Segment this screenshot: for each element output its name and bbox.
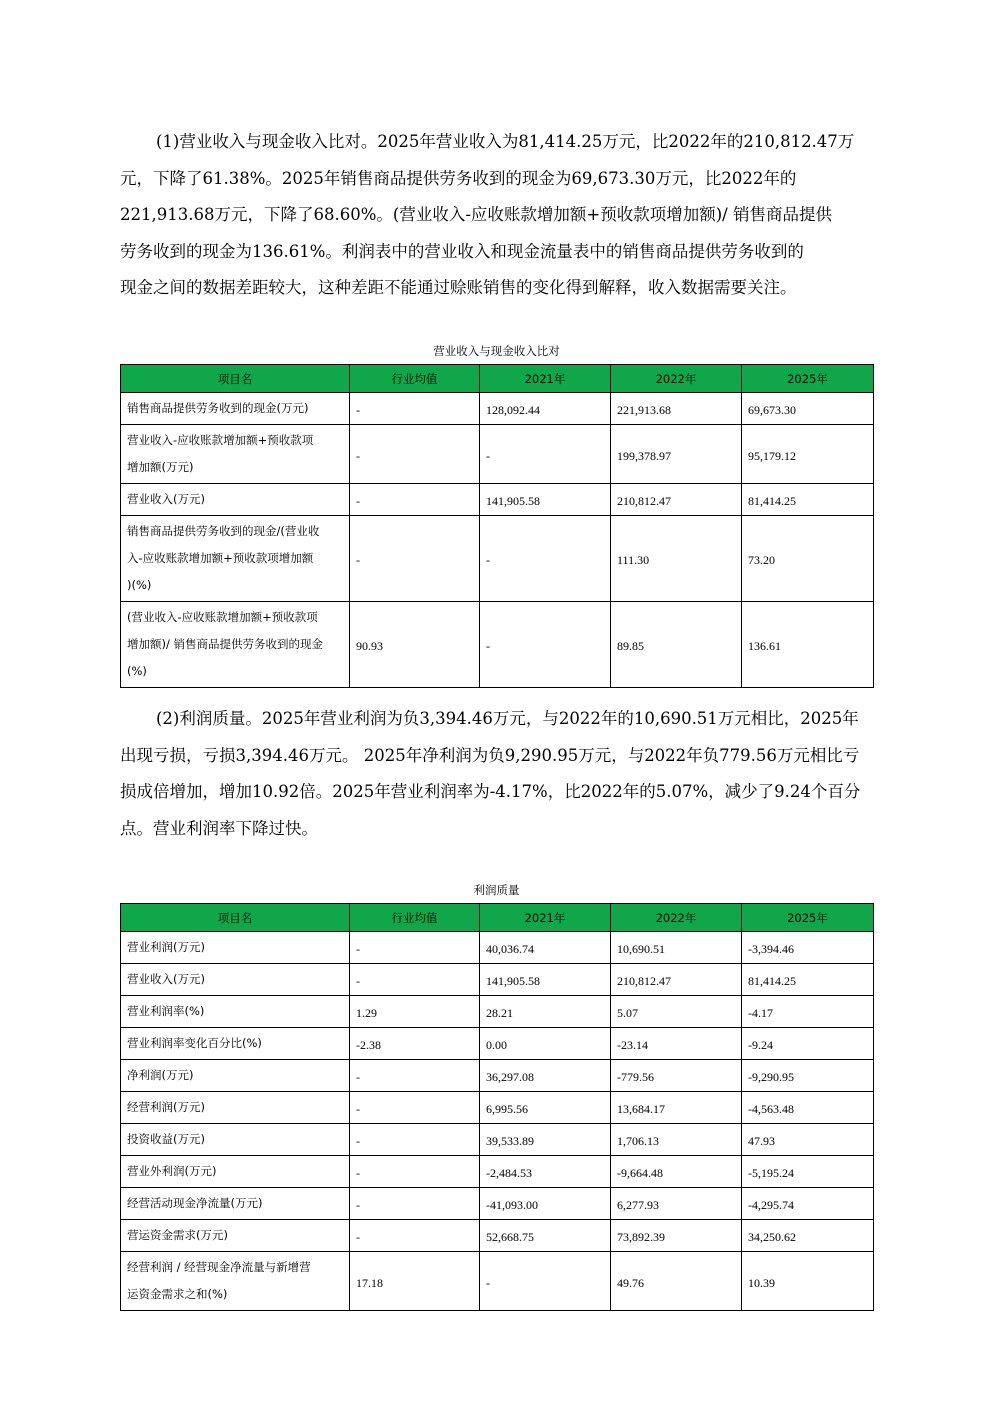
cell-industry-avg: -2.38 xyxy=(350,1028,480,1060)
cell-2022: 5.07 xyxy=(611,996,742,1028)
cell-2022: 210,812.47 xyxy=(611,484,742,516)
cell-2025: -4,295.74 xyxy=(742,1188,874,1220)
cell-industry-avg: - xyxy=(350,516,480,602)
cell-2021: 39,533.89 xyxy=(480,1124,611,1156)
paragraph-line: (1)营业收入与现金收入比对。2025年营业收入为81,414.25万元，比2022年的210,812.47万 xyxy=(156,132,855,151)
row-label: 净利润(万元) xyxy=(121,1060,350,1092)
row-label: 营业利润(万元) xyxy=(121,932,350,964)
cell-2025: 73.20 xyxy=(742,516,874,602)
table-row xyxy=(121,996,874,1028)
cell-industry-avg: - xyxy=(350,1188,480,1220)
column-header: 2022年 xyxy=(611,365,742,393)
table-header-row xyxy=(121,365,874,393)
column-header: 2025年 xyxy=(742,365,874,393)
cell-2025: -3,394.46 xyxy=(742,932,874,964)
table-row xyxy=(121,1188,874,1220)
cell-2022: 199,378.97 xyxy=(611,425,742,484)
cell-industry-avg: - xyxy=(350,1156,480,1188)
cell-2021: -41,093.00 xyxy=(480,1188,611,1220)
cell-2022: 210,812.47 xyxy=(611,964,742,996)
column-header: 2021年 xyxy=(480,904,611,932)
cell-industry-avg: 17.18 xyxy=(350,1252,480,1311)
cell-2025: 47.93 xyxy=(742,1124,874,1156)
table-row xyxy=(121,932,874,964)
table-row xyxy=(121,484,874,516)
cell-2021: - xyxy=(480,602,611,688)
column-header: 2022年 xyxy=(611,904,742,932)
cell-2022: -23.14 xyxy=(611,1028,742,1060)
cell-2025: 34,250.62 xyxy=(742,1220,874,1252)
cell-2021: 141,905.58 xyxy=(480,964,611,996)
paragraph-line: 点。营业利润率下降过快。 xyxy=(120,818,318,838)
cell-2022: -9,664.48 xyxy=(611,1156,742,1188)
cell-2021: 40,036.74 xyxy=(480,932,611,964)
cell-2021: - xyxy=(480,425,611,484)
cell-2021: 141,905.58 xyxy=(480,484,611,516)
cell-2021: 28.21 xyxy=(480,996,611,1028)
row-label: 营业外利润(万元) xyxy=(121,1156,350,1188)
cell-2025: -9,290.95 xyxy=(742,1060,874,1092)
table-row xyxy=(121,1252,874,1311)
cell-industry-avg: 90.93 xyxy=(350,602,480,688)
cell-industry-avg: - xyxy=(350,964,480,996)
cell-2022: 6,277.93 xyxy=(611,1188,742,1220)
cell-2025: -4.17 xyxy=(742,996,874,1028)
row-label: 营业收入(万元) xyxy=(121,484,350,516)
table-row xyxy=(121,425,874,484)
cell-2025: -4,563.48 xyxy=(742,1092,874,1124)
cell-2025: 81,414.25 xyxy=(742,964,874,996)
paragraph-line: (2)利润质量。2025年营业利润为负3,394.46万元，与2022年的10,690.51万元相比，2025年 xyxy=(156,709,859,728)
cell-2021: 128,092.44 xyxy=(480,393,611,425)
cell-industry-avg: - xyxy=(350,425,480,484)
column-header: 项目名 xyxy=(121,365,350,393)
row-label: 销售商品提供劳务收到的现金(万元) xyxy=(121,393,350,425)
income-cash-comparison-table xyxy=(120,364,874,688)
cell-2021: 6,995.56 xyxy=(480,1092,611,1124)
cell-2025: 10.39 xyxy=(742,1252,874,1311)
row-label: 营业收入(万元) xyxy=(121,964,350,996)
cell-2025: -5,195.24 xyxy=(742,1156,874,1188)
paragraph-line: 元，下降了61.38%。2025年销售商品提供劳务收到的现金为69,673.30万元，比2022年的 xyxy=(120,168,797,188)
row-label: (营业收入-应收账款增加额+预收款项 增加额)/ 销售商品提供劳务收到的现金 (%) xyxy=(121,602,350,688)
table-row xyxy=(121,1220,874,1252)
cell-industry-avg: - xyxy=(350,1092,480,1124)
cell-2021: - xyxy=(480,1252,611,1311)
cell-2022: 89.85 xyxy=(611,602,742,688)
row-label: 营业利润率变化百分比(%) xyxy=(121,1028,350,1060)
paragraph-line: 损成倍增加，增加10.92倍。2025年营业利润率为-4.17%，比2022年的5.07%，减少了9.24个百分 xyxy=(120,782,861,801)
cell-industry-avg: - xyxy=(350,932,480,964)
cell-industry-avg: - xyxy=(350,393,480,425)
table-row xyxy=(121,1092,874,1124)
cell-industry-avg: - xyxy=(350,1220,480,1252)
cell-2025: -9.24 xyxy=(742,1028,874,1060)
cell-2022: 13,684.17 xyxy=(611,1092,742,1124)
table2-caption: 利润质量 xyxy=(473,883,520,897)
cell-2022: 49.76 xyxy=(611,1252,742,1311)
row-label: 营业利润率(%) xyxy=(121,996,350,1028)
cell-2022: 111.30 xyxy=(611,516,742,602)
column-header: 项目名 xyxy=(121,904,350,932)
row-label: 经营利润(万元) xyxy=(121,1092,350,1124)
cell-2022: -779.56 xyxy=(611,1060,742,1092)
section2-paragraph xyxy=(120,701,876,847)
paragraph-line: 221,913.68万元，下降了68.60%。(营业收入-应收账款增加额+预收款项增加额)/ 销售商品提供 xyxy=(120,205,832,224)
table-row xyxy=(121,602,874,688)
column-header: 行业均值 xyxy=(350,904,480,932)
cell-2025: 81,414.25 xyxy=(742,484,874,516)
row-label: 经营活动现金净流量(万元) xyxy=(121,1188,350,1220)
paragraph-line: 劳务收到的现金为136.61%。利润表中的营业收入和现金流量表中的销售商品提供劳务收到的 xyxy=(120,241,804,261)
cell-2021: 52,668.75 xyxy=(480,1220,611,1252)
table-row xyxy=(121,1156,874,1188)
table1-caption: 营业收入与现金收入比对 xyxy=(433,344,560,358)
cell-industry-avg: 1.29 xyxy=(350,996,480,1028)
row-label: 营运资金需求(万元) xyxy=(121,1220,350,1252)
cell-2021: -2,484.53 xyxy=(480,1156,611,1188)
table-row xyxy=(121,393,874,425)
section1-paragraph xyxy=(120,124,876,307)
paragraph-line: 出现亏损，亏损3,394.46万元。 2025年净利润为负9,290.95万元，与2022年负779.56万元相比亏 xyxy=(120,745,860,765)
cell-2025: 95,179.12 xyxy=(742,425,874,484)
cell-2022: 10,690.51 xyxy=(611,932,742,964)
profit-quality-table xyxy=(120,903,874,1311)
table-row xyxy=(121,1060,874,1092)
cell-2025: 69,673.30 xyxy=(742,393,874,425)
row-label: 营业收入-应收账款增加额+预收款项 增加额(万元) xyxy=(121,425,350,484)
cell-2021: 36,297.08 xyxy=(480,1060,611,1092)
cell-2021: 0.00 xyxy=(480,1028,611,1060)
table-row xyxy=(121,964,874,996)
row-label: 经营利润 / 经营现金净流量与新增营 运资金需求之和(%) xyxy=(121,1252,350,1311)
column-header: 2021年 xyxy=(480,365,611,393)
row-label: 投资收益(万元) xyxy=(121,1124,350,1156)
cell-2025: 136.61 xyxy=(742,602,874,688)
cell-industry-avg: - xyxy=(350,1060,480,1092)
column-header: 2025年 xyxy=(742,904,874,932)
cell-industry-avg: - xyxy=(350,484,480,516)
paragraph-line: 现金之间的数据差距较大，这种差距不能通过赊账销售的变化得到解释，收入数据需要关注。 xyxy=(120,278,797,297)
cell-industry-avg: - xyxy=(350,1124,480,1156)
table-row xyxy=(121,1124,874,1156)
cell-2022: 73,892.39 xyxy=(611,1220,742,1252)
table-row xyxy=(121,516,874,602)
column-header: 行业均值 xyxy=(350,365,480,393)
row-label: 销售商品提供劳务收到的现金/(营业收 入-应收账款增加额+预收款项增加额 )(%) xyxy=(121,516,350,602)
cell-2021: - xyxy=(480,516,611,602)
cell-2022: 1,706.13 xyxy=(611,1124,742,1156)
cell-2022: 221,913.68 xyxy=(611,393,742,425)
table-row xyxy=(121,1028,874,1060)
table-header-row xyxy=(121,904,874,932)
